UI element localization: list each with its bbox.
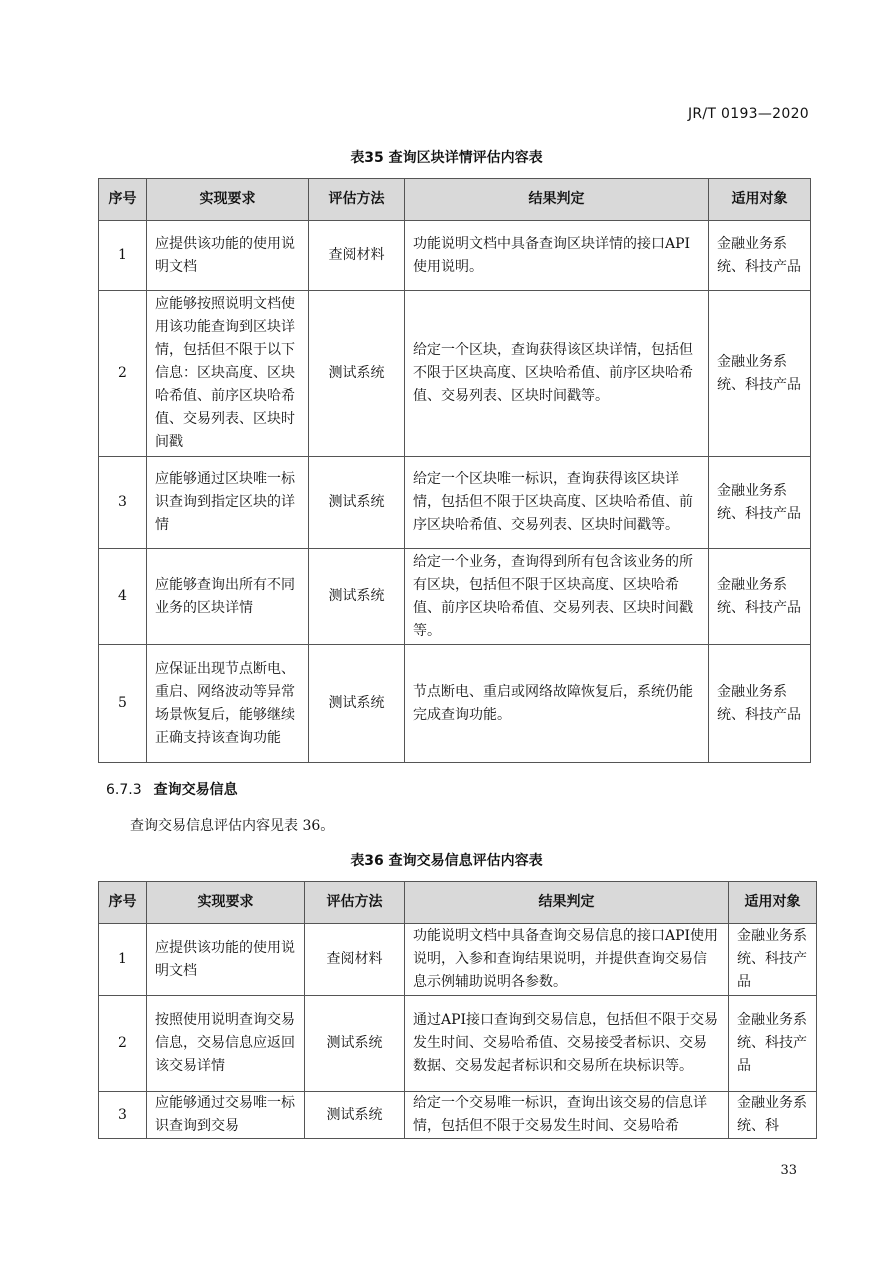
cell-index: 1: [99, 221, 147, 291]
cell-index: 5: [99, 645, 147, 763]
cell-requirement: 应能够查询出所有不同业务的区块详情: [147, 549, 309, 645]
col-header-index: 序号: [99, 882, 147, 924]
cell-index: 3: [99, 457, 147, 549]
cell-result: 节点断电、重启或网络故障恢复后，系统仍能完成查询功能。: [405, 645, 709, 763]
cell-index: 1: [99, 924, 147, 996]
intro-paragraph: 查询交易信息评估内容见表 36。: [130, 818, 335, 834]
table-row: [99, 457, 811, 549]
table-header-row: [99, 179, 811, 221]
cell-target: 金融业务系统、科技产品: [729, 924, 817, 996]
cell-method: 测试系统: [305, 996, 405, 1092]
col-header-target: 适用对象: [709, 179, 811, 221]
cell-requirement: 应能够通过交易唯一标识查询到交易: [147, 1092, 305, 1139]
cell-requirement: 应能够按照说明文档使用该功能查询到区块详情，包括但不限于以下信息：区块高度、区块哈希值、前序区块哈希值、交易列表、区块时间戳: [147, 291, 309, 457]
cell-method: 测试系统: [305, 1092, 405, 1139]
cell-index: 3: [99, 1092, 147, 1139]
cell-result: 给定一个区块唯一标识，查询获得该区块详情，包括但不限于区块高度、区块哈希值、前序区块哈希值、交易列表、区块时间戳等。: [405, 457, 709, 549]
col-header-method: 评估方法: [309, 179, 405, 221]
col-header-requirement: 实现要求: [147, 179, 309, 221]
cell-requirement: 应提供该功能的使用说明文档: [147, 924, 305, 996]
table-header-row: [99, 882, 817, 924]
table-row: [99, 996, 817, 1092]
table-row: [99, 549, 811, 645]
col-header-result: 结果判定: [405, 882, 729, 924]
table-row: [99, 221, 811, 291]
table35-caption: 表35 查询区块详情评估内容表: [350, 150, 543, 166]
cell-index: 2: [99, 291, 147, 457]
col-header-method: 评估方法: [305, 882, 405, 924]
table-row: [99, 924, 817, 996]
cell-method: 查阅材料: [305, 924, 405, 996]
cell-result: 给定一个区块，查询获得该区块详情，包括但不限于区块高度、区块哈希值、前序区块哈希值、交易列表、区块时间戳等。: [405, 291, 709, 457]
table36: [98, 881, 817, 1139]
page-number: 33: [780, 1163, 797, 1178]
table-row: [99, 291, 811, 457]
cell-result: 功能说明文档中具备查询区块详情的接口API使用说明。: [405, 221, 709, 291]
cell-index: 4: [99, 549, 147, 645]
cell-requirement: 应能够通过区块唯一标识查询到指定区块的详情: [147, 457, 309, 549]
cell-method: 测试系统: [309, 549, 405, 645]
cell-method: 测试系统: [309, 457, 405, 549]
cell-target: 金融业务系统、科技产品: [709, 457, 811, 549]
section-title: 查询交易信息: [153, 782, 238, 798]
cell-result: 功能说明文档中具备查询交易信息的接口API使用说明，入参和查询结果说明，并提供查询交易信息示例辅助说明各参数。: [405, 924, 729, 996]
cell-requirement: 按照使用说明查询交易信息，交易信息应返回该交易详情: [147, 996, 305, 1092]
cell-index: 2: [99, 996, 147, 1092]
cell-target: 金融业务系统、科技产品: [709, 291, 811, 457]
section-number: 6.7.3: [106, 782, 142, 798]
cell-result: 通过API接口查询到交易信息，包括但不限于交易发生时间、交易哈希值、交易接受者标识、交易数据、交易发起者标识和交易所在块标识等。: [405, 996, 729, 1092]
table35: [98, 178, 811, 763]
col-header-target: 适用对象: [729, 882, 817, 924]
cell-target: 金融业务系统、科技产品: [709, 221, 811, 291]
cell-method: 查阅材料: [309, 221, 405, 291]
cell-target: 金融业务系统、科技产品: [729, 996, 817, 1092]
cell-result: 给定一个业务，查询得到所有包含该业务的所有区块，包括但不限于区块高度、区块哈希值、前序区块哈希值、交易列表、区块时间戳等。: [405, 549, 709, 645]
cell-method: 测试系统: [309, 645, 405, 763]
cell-target: 金融业务系统、科技产品: [709, 645, 811, 763]
col-header-index: 序号: [99, 179, 147, 221]
cell-method: 测试系统: [309, 291, 405, 457]
cell-target: 金融业务系统、科: [729, 1092, 817, 1139]
document-code: JR/T 0193—2020: [687, 106, 809, 122]
col-header-result: 结果判定: [405, 179, 709, 221]
cell-requirement: 应保证出现节点断电、重启、网络波动等异常场景恢复后，能够继续正确支持该查询功能: [147, 645, 309, 763]
table36-caption: 表36 查询交易信息评估内容表: [350, 853, 543, 869]
table-row: [99, 645, 811, 763]
section-heading: [106, 779, 238, 799]
cell-requirement: 应提供该功能的使用说明文档: [147, 221, 309, 291]
cell-result: 给定一个交易唯一标识，查询出该交易的信息详情，包括但不限于交易发生时间、交易哈希: [405, 1092, 729, 1139]
col-header-requirement: 实现要求: [147, 882, 305, 924]
table-row: [99, 1092, 817, 1139]
cell-target: 金融业务系统、科技产品: [709, 549, 811, 645]
